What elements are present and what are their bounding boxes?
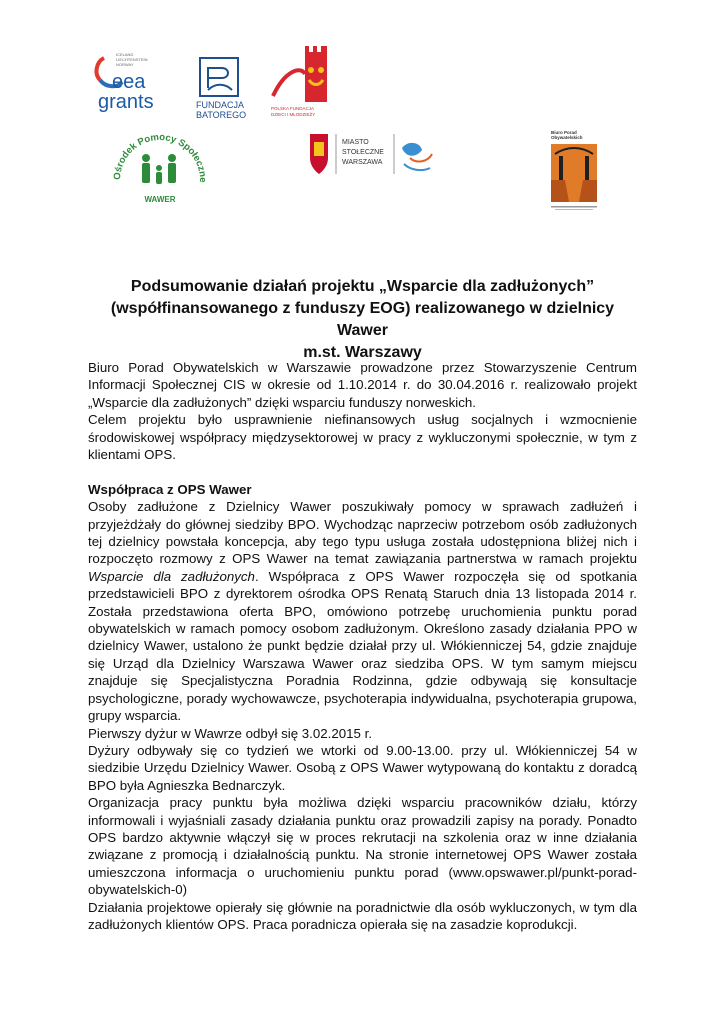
p1-project-name: Wsparcie dla zadłużonych (88, 568, 255, 584)
section-paragraph-4: Organizacja pracy punktu była możliwa dzięki wsparciu pracowników działu, którzy informowali i wyjaśniali zasady działania punktu oraz prowadzili zapisy na porady. Ponadto OPS bardzo aktywnie włączył się w proces rekrutacji na szkolenia oraz w inne działania związane z promocją i działalnością punktu. Na stronie internetowej OPS Wawer została umieszczona informacja o uruchomieniu punktu porad (www.opswawer.pl/punkt-porad-obywatelskich-0) (88, 795, 637, 898)
fundacja-batorego-logo (192, 44, 248, 124)
eea-name-line-2: grants (98, 91, 154, 113)
warszawa-line-3: WARSZAWA (342, 159, 383, 166)
document-title (88, 276, 637, 364)
section-heading: Współpraca z OPS Wawer (88, 481, 252, 497)
eea-name-line-1: eea (112, 71, 146, 93)
title-line-2: (współfinansowanego z funduszy EOG) realizowanego w dzielnicy Wawer (110, 300, 615, 339)
title-line-1: Podsumowanie działań projektu „Wsparcie dla zadłużonych” (130, 278, 595, 295)
ops-arc-text: Ośrodek Pomocy Społeczne (111, 131, 209, 183)
eea-small-line-2: LIECHTENSTEIN (116, 57, 148, 62)
warszawa-line-2: STOŁECZNE (342, 149, 384, 156)
batory-line-2: BATOREGO (196, 110, 247, 120)
document-body (88, 359, 637, 933)
intro-paragraph-1: Biuro Porad Obywatelskich w Warszawie prowadzone przez Stowarzyszenie Centrum Informacji Społecznej CIS w okresie od 1.10.2014 r. do 30.04.2016 r. realizowało projekt „Wsparcie dla zadłużonych” dzięki wsparciu funduszy norweskich. (88, 360, 637, 410)
warszawa-line-1: MIASTO (342, 139, 369, 146)
p1-text-start: Osoby zadłużone z Dzielnicy Wawer poszukiwały pomocy w sprawach zadłużeń i przyjeżdżały do głównej siedziby BPO. Wychodząc naprzeciw potrzebom osób zadłużonych tej dzielnicy powstała koncepcja, aby tego typu usługa została udostępniona bliżej nich i rozpoczęto rozmowy z OPS Wawer na temat zawiązania partnerstwa w ramach projektu (88, 499, 637, 567)
batory-line-1: FUNDACJA (196, 100, 245, 110)
eea-small-line-3: NORWAY (116, 62, 134, 67)
ops-wawer-logo (110, 128, 210, 208)
section-paragraph-3: Dyżury odbywały się co tydzień we wtorki od 9.00-13.00. przy ul. Włókienniczej 54 w siedzibie Urzędu Dzielnicy Wawer. Osobą z OPS Wawer wytypowaną do kontaktu z doradcą BPO była Agnieszka Bednarczyk. (88, 742, 637, 793)
section-paragraph-1 (88, 498, 637, 724)
eea-grants-logo (88, 44, 188, 116)
section-paragraph-2: Pierwszy dyżur w Wawrze odbył się 3.02.2015 r. (88, 725, 373, 741)
ops-district: WAWER (144, 195, 176, 204)
pfdim-line-1: POLSKA FUNDACJA (271, 106, 315, 111)
pfdim-logo (265, 44, 330, 122)
bpo-line-1: Biuro Porad (551, 130, 577, 135)
warszawa-logo (306, 128, 442, 182)
title-line-3: m.st. Warszawy (303, 344, 422, 361)
bpo-logo (545, 128, 603, 213)
p1-text-end: . Współpraca z OPS Wawer rozpoczęła się od spotkania przedstawicieli BPO z dyrektorem ośrodka OPS Renatą Staruch dnia 13 listopada 2014 r. Została przedstawiona oferta BPO, omówiono potrzebę uruchomienia punktu porad obywatelskich w ramach pomocy osobom zadłużonym. Określono zasady działania PPO w dzielnicy Wawer, ustalono że punkt będzie działał przy ul. Włókienniczej 54, gdzie znajduje się Urząd dla Dzielnicy Warszawa Wawer oraz siedziba OPS. W tym samym miejscu znajduje się Specjalistyczna Poradnia Rodzinna, gdzie odbywają się konsultacje psychologiczne, porady wychowawcze, psychoterapia indywidualna, psychoterapia grupowa, grupy wsparcia. (88, 568, 638, 724)
section-paragraph-5: Działania projektowe opierały się głównie na poradnictwie dla osób wykluczonych, w tym dla zadłużonych klientów OPS. Praca poradnicza opierała się na zasadzie koprodukcji. (88, 899, 637, 932)
intro-paragraph-2: Celem projektu było usprawnienie niefinansowych usług socjalnych i wzmocnienie środowiskowej współpracy międzysektorowej w pracy z wykluczonymi społecznie, w tym z klientami OPS. (88, 412, 637, 463)
pfdim-line-2: DZIECI I MŁODZIEŻY (271, 112, 316, 117)
eea-small-line-1: ICELAND (116, 52, 134, 57)
bpo-line-2: Obywatelskich (551, 135, 583, 140)
paragraph-gap (88, 463, 637, 480)
